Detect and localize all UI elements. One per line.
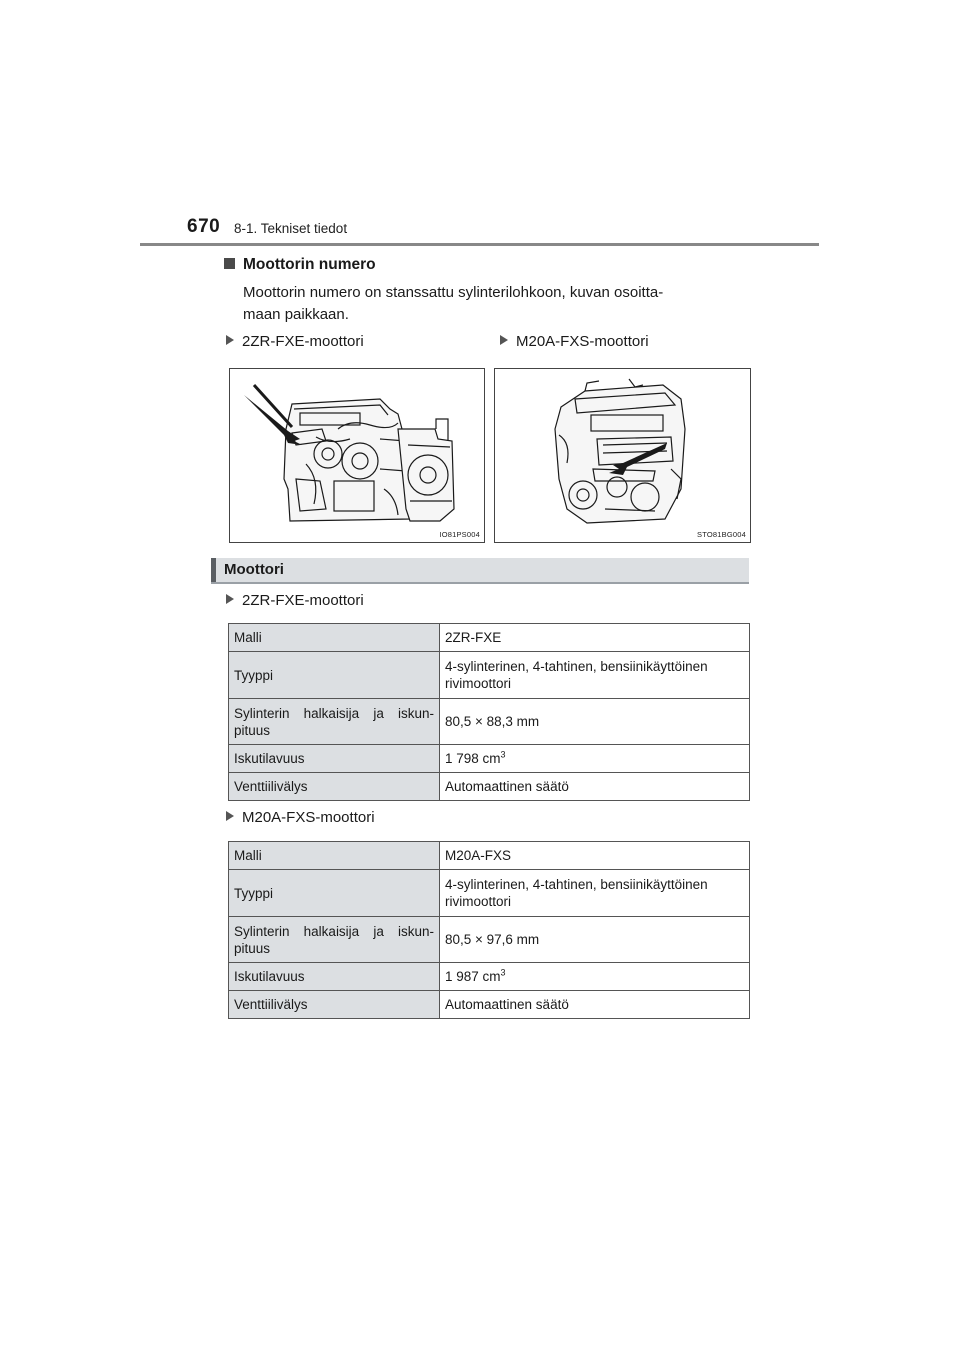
spec-value — [440, 652, 750, 699]
spec-value-line-2: rivimoottori — [445, 894, 512, 909]
figure-label-2zr — [226, 333, 364, 350]
spec-key: Tyyppi — [229, 652, 440, 699]
intro-line-2: maan paikkaan. — [243, 306, 349, 323]
table-row — [229, 699, 750, 745]
spec-key: Venttiilivälys — [229, 991, 440, 1019]
table-row — [229, 870, 750, 917]
section-bar-accent — [211, 558, 216, 582]
table-row — [229, 917, 750, 963]
table-row — [229, 991, 750, 1019]
square-bullet-icon — [224, 258, 235, 269]
chapter-title: 8-1. Tekniset tiedot — [234, 221, 348, 236]
table-row — [229, 842, 750, 870]
figure-label-m20a-text: M20A-FXS-moottori — [516, 333, 649, 350]
spec-value: Automaattinen säätö — [440, 773, 750, 801]
table-row — [229, 773, 750, 801]
section-intro — [243, 282, 749, 326]
figure-label-m20a — [500, 333, 649, 350]
triangle-bullet-icon — [226, 335, 234, 345]
table-label-m20a-text: M20A-FXS-moottori — [242, 809, 375, 826]
spec-value — [440, 745, 750, 773]
spec-key: Iskutilavuus — [229, 745, 440, 773]
spec-key-line-1: Sylinterin halkaisija ja iskun- — [234, 923, 434, 939]
table-label-2zr-text: 2ZR-FXE-moottori — [242, 592, 364, 609]
triangle-bullet-icon — [226, 811, 234, 821]
spec-value: Automaattinen säätö — [440, 991, 750, 1019]
triangle-bullet-icon — [226, 594, 234, 604]
spec-key-line-2: pituus — [234, 722, 271, 738]
table-row — [229, 624, 750, 652]
header-divider — [140, 243, 819, 246]
superscript: 3 — [500, 749, 506, 760]
spec-key: Tyyppi — [229, 870, 440, 917]
spec-key: Malli — [229, 842, 440, 870]
spec-key: Malli — [229, 624, 440, 652]
spec-key — [229, 917, 440, 963]
spec-value — [440, 963, 750, 991]
intro-line-1: Moottorin numero on stanssattu sylinterilohkoon, kuvan osoitta- — [243, 284, 664, 301]
section-heading-text: Moottorin numero — [243, 256, 376, 273]
table-label-m20a — [226, 809, 375, 826]
section-heading — [224, 256, 376, 274]
triangle-bullet-icon — [500, 335, 508, 345]
spec-key-line-1: Sylinterin halkaisija ja iskun- — [234, 705, 434, 721]
page-number: 670 — [187, 216, 221, 237]
spec-value-line-2: rivimoottori — [445, 676, 512, 691]
spec-value-text: 1 987 cm — [445, 969, 501, 984]
spec-value — [440, 870, 750, 917]
table-row — [229, 963, 750, 991]
figure-code-m20a: STO81BG004 — [697, 530, 746, 539]
figure-label-2zr-text: 2ZR-FXE-moottori — [242, 333, 364, 350]
spec-key: Venttiilivälys — [229, 773, 440, 801]
spec-value-line-1: 4-sylinterinen, 4-tahtinen, bensiinikäyttöinen — [445, 877, 708, 892]
engine-drawing-2zr — [230, 369, 484, 542]
engine-illustration-2zr — [229, 368, 485, 543]
table-row — [229, 652, 750, 699]
spec-value-line-1: 4-sylinterinen, 4-tahtinen, bensiinikäyttöinen — [445, 659, 708, 674]
engine-section-bar — [211, 558, 749, 584]
spec-table-2zr — [228, 623, 750, 801]
spec-key-line-2: pituus — [234, 940, 271, 956]
engine-section-title: Moottori — [224, 561, 284, 578]
engine-illustration-m20a — [494, 368, 751, 543]
engine-drawing-m20a — [495, 369, 750, 542]
spec-value: 2ZR-FXE — [440, 624, 750, 652]
table-row — [229, 745, 750, 773]
superscript: 3 — [500, 967, 506, 978]
spec-key — [229, 699, 440, 745]
table-label-2zr — [226, 592, 364, 609]
spec-value: 80,5 × 97,6 mm — [440, 917, 750, 963]
spec-table-m20a — [228, 841, 750, 1019]
spec-value-text: 1 798 cm — [445, 751, 501, 766]
figure-code-2zr: IO81PS004 — [439, 530, 480, 539]
spec-key: Iskutilavuus — [229, 963, 440, 991]
spec-value: 80,5 × 88,3 mm — [440, 699, 750, 745]
spec-value: M20A-FXS — [440, 842, 750, 870]
